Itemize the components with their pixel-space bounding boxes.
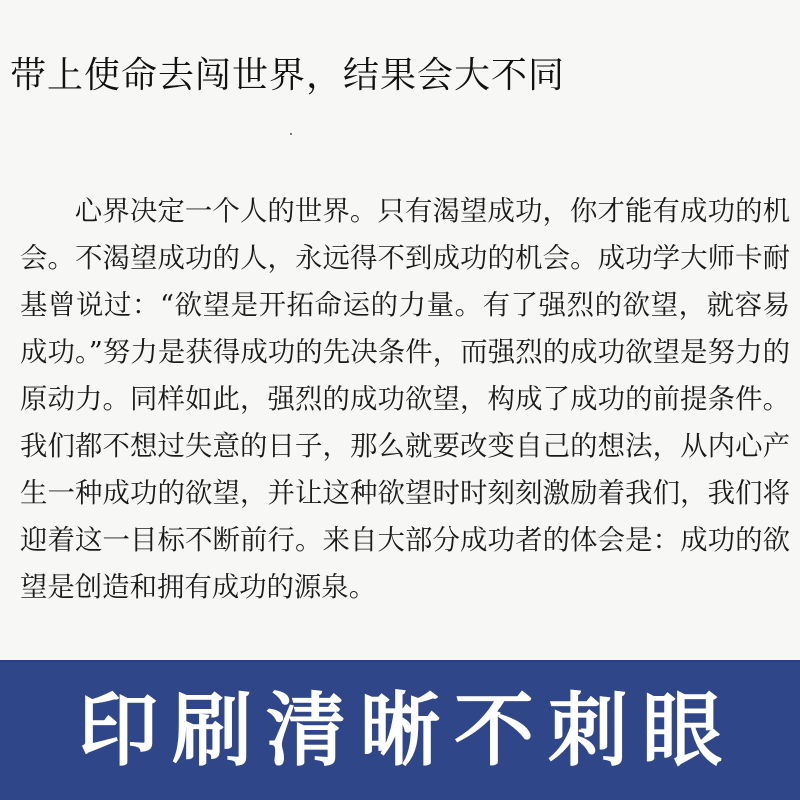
promo-banner (0, 660, 800, 800)
print-speck (290, 133, 292, 135)
banner-slogan: 印刷清晰不刺眼 (78, 684, 736, 777)
body-paragraph: 心界决定一个人的世界。只有渴望成功，你才能有成功的机会。不渴望成功的人，永远得不到成功的机会。成功学大师卡耐基曾说过：“欲望是开拓命运的力量。有了强烈的欲望，就容易成功。”努力是获得成功的先决条件，而强烈的成功欲望是努力的原动力。同样如此，强烈的成功欲望，构成了成功的前提条件。我们都不想过失意的日子，那么就要改变自己的想法，从内心产生一种成功的欲望，并让这种欲望时时刻刻激励着我们，我们将迎着这一目标不断前行。来自大部分成功者的体会是：成功的欲望是创造和拥有成功的源泉。 (20, 196, 790, 603)
chapter-title: 带上使命去闯世界，结果会大不同 (10, 55, 566, 96)
